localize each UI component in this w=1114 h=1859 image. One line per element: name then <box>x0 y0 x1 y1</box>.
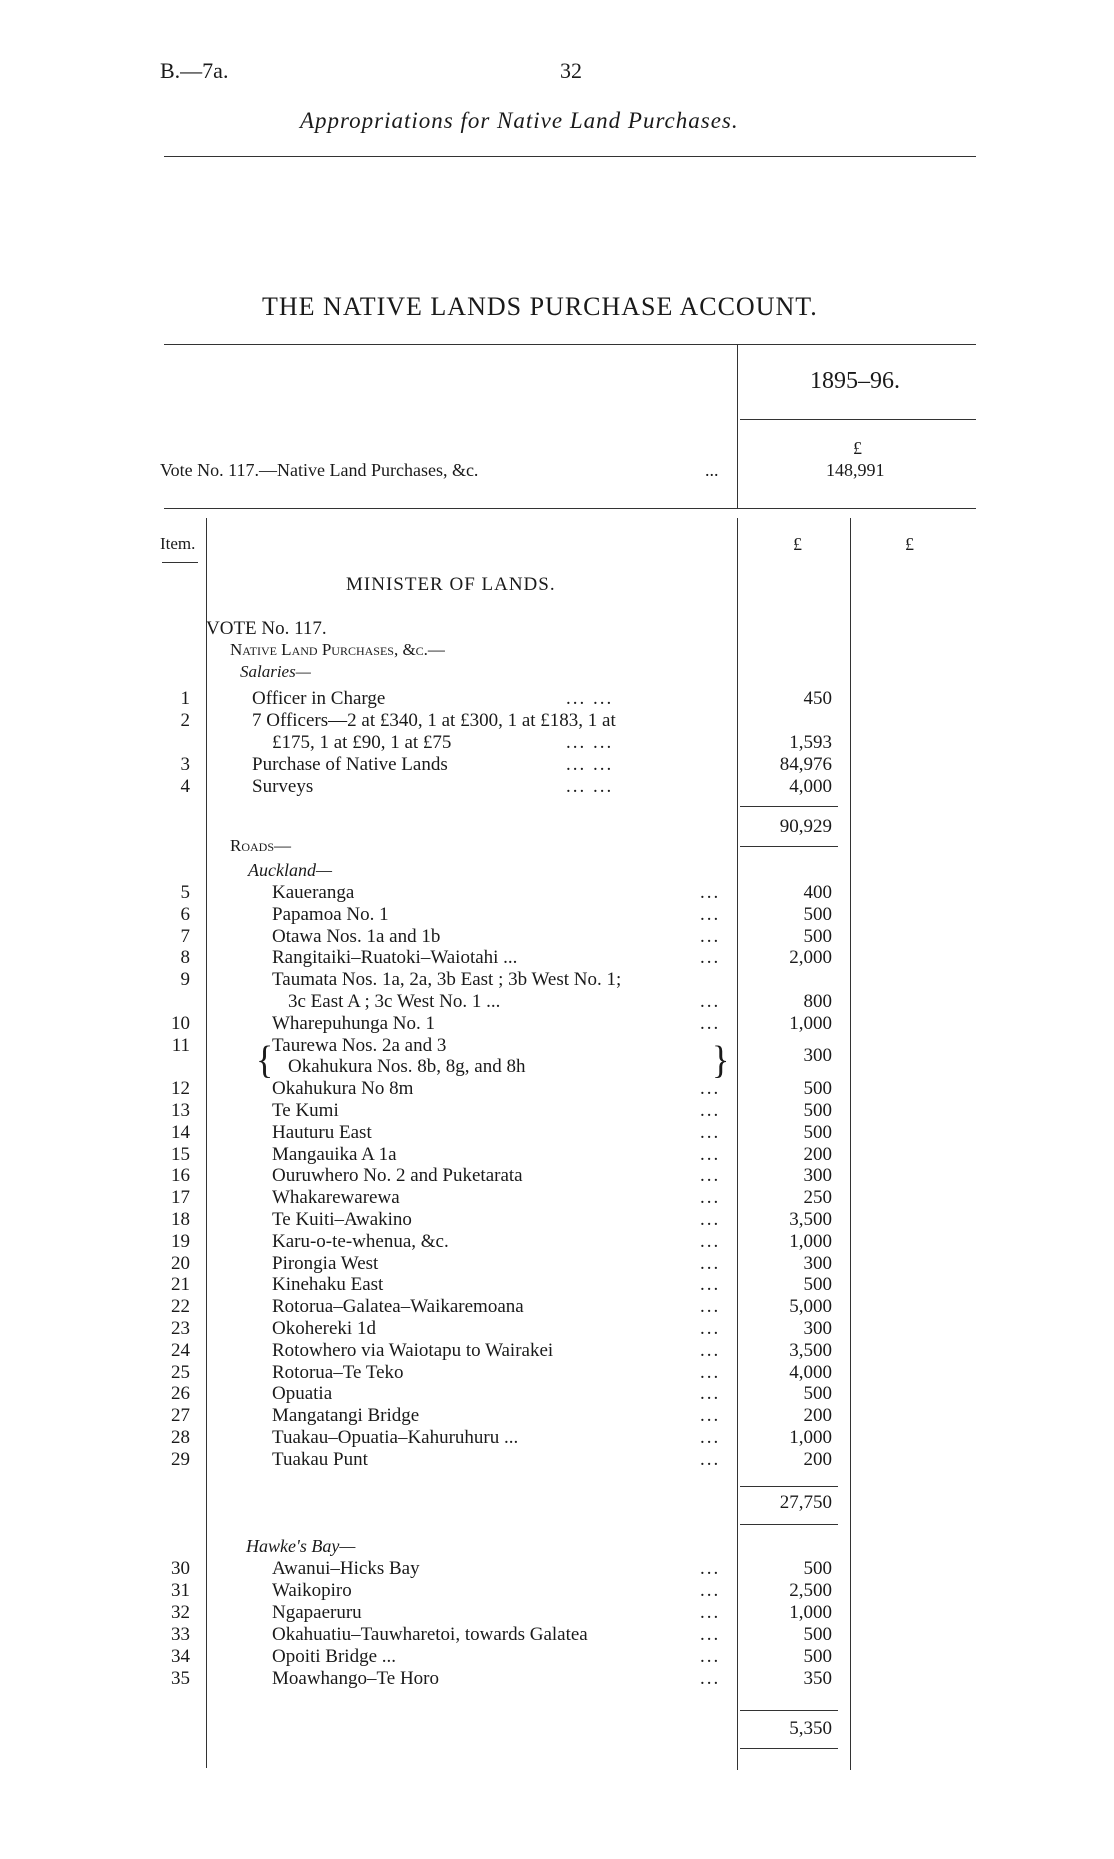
item-description: Officer in Charge <box>252 688 386 709</box>
item-value: 250 <box>803 1187 832 1209</box>
document-reference: B.—7a. <box>160 58 229 83</box>
leader-dots: ... <box>700 1668 721 1689</box>
leader-dots: ... <box>700 1383 721 1405</box>
leader-dots: ... <box>700 1187 721 1209</box>
leader-dots: ... <box>700 991 721 1012</box>
subtotal-rule <box>740 1486 838 1487</box>
item-value: 300 <box>803 1318 832 1339</box>
item-value: 4,000 <box>789 1361 832 1383</box>
item-value: 500 <box>803 1121 832 1143</box>
item-number: 33 <box>171 1624 190 1645</box>
item-value: 3,500 <box>789 1209 832 1230</box>
item-number: 12 <box>171 1078 190 1100</box>
item-description: Mangatangi Bridge <box>272 1405 420 1427</box>
vote-number: VOTE No. 117. <box>206 618 327 639</box>
table-row <box>0 1668 1114 1690</box>
table-row <box>0 1100 1114 1122</box>
item-column-header: Item. <box>160 534 196 553</box>
hawkes-bay-heading: Hawke's Bay— <box>246 1536 356 1556</box>
item-number: 30 <box>171 1558 190 1579</box>
leader-dots: ... <box>700 1646 721 1667</box>
minister-heading: MINISTER OF LANDS. <box>346 574 556 595</box>
auckland-subtotal: 27,750 <box>779 1492 832 1513</box>
table-row <box>0 991 1114 1013</box>
leader-dots: ... <box>700 1274 721 1296</box>
table-row <box>0 882 1114 904</box>
item-value: 500 <box>803 1383 832 1405</box>
item-value: 1,000 <box>789 1602 832 1623</box>
item-value: 200 <box>803 1448 832 1470</box>
leader-dots: ... ... <box>566 776 614 797</box>
item-description: Awanui–Hicks Bay <box>272 1558 420 1579</box>
subtotal-rule <box>740 1524 838 1525</box>
item-value: 500 <box>803 1624 832 1645</box>
fy-rule <box>740 419 976 420</box>
leader-dots: ... <box>700 1580 721 1601</box>
table-row <box>0 1405 1114 1427</box>
table-row <box>0 754 1114 776</box>
salaries-subtotal: 90,929 <box>779 816 832 837</box>
table-row <box>0 1231 1114 1253</box>
item-number: 22 <box>171 1296 190 1318</box>
subtotal-rule <box>740 1748 838 1749</box>
item-value: 500 <box>803 1558 832 1579</box>
leader-dots: ... <box>700 1361 721 1383</box>
subtotal-rule <box>740 846 838 847</box>
summary-divider <box>737 344 738 508</box>
leader-dots: ... <box>700 1318 721 1339</box>
leader-dots: ... <box>700 1252 721 1274</box>
item-value: 300 <box>803 1165 832 1187</box>
leader-dots: ... <box>700 1405 721 1427</box>
table-row <box>0 1013 1114 1035</box>
right-brace: } <box>712 1038 730 1082</box>
item-description: Taurewa Nos. 2a and 3 <box>272 1034 447 1056</box>
item-value: 800 <box>803 991 832 1012</box>
leader-dots: ... <box>700 1448 721 1470</box>
table-row <box>0 1274 1114 1296</box>
table-row <box>0 1449 1114 1471</box>
leader-dots: ... <box>700 1165 721 1187</box>
item-number: 35 <box>171 1668 190 1689</box>
item-value: 4,000 <box>789 776 832 797</box>
leader-dots: ... <box>700 925 721 947</box>
item-number: 2 <box>180 710 190 731</box>
table-row <box>0 1427 1114 1449</box>
item-description: Opuatia <box>272 1383 333 1405</box>
leader-dots: ... <box>700 1624 721 1645</box>
vote-summary-label: Vote No. 117.—Native Land Purchases, &c. <box>160 460 479 480</box>
item-number: 16 <box>171 1165 190 1187</box>
item-value: 500 <box>803 903 832 925</box>
item-description: Purchase of Native Lands <box>252 754 448 775</box>
leader-dots: ... <box>700 1296 721 1318</box>
item-number: 32 <box>171 1602 190 1623</box>
item-description: Pirongia West <box>272 1252 379 1274</box>
item-description: Tuakau Punt <box>272 1448 368 1470</box>
item-value: 300 <box>803 1044 832 1066</box>
table-row <box>0 904 1114 926</box>
item-number: 31 <box>171 1580 190 1601</box>
leader-dots: ... <box>700 1100 721 1121</box>
item-header-rule <box>162 562 198 563</box>
item-description: Whakarewarewa <box>272 1187 400 1209</box>
item-description: Okahuatiu–Tauwharetoi, towards Galatea <box>272 1624 588 1645</box>
table-row <box>0 1362 1114 1384</box>
item-description: Waikopiro <box>272 1580 352 1601</box>
native-land-purchases-heading: Native Land Purchases, &c.— <box>230 640 445 659</box>
summary-bottom-rule <box>164 508 976 509</box>
table-row <box>0 1383 1114 1405</box>
item-number: 17 <box>171 1187 190 1209</box>
item-description: Okohereki 1d <box>272 1318 376 1339</box>
header-rule <box>164 156 976 157</box>
item-value: 200 <box>803 1405 832 1427</box>
item-number: 8 <box>180 947 190 969</box>
leader-dots: ... <box>700 1427 721 1448</box>
leader-dots: ... <box>700 903 721 925</box>
item-value: 400 <box>803 882 832 903</box>
table-row <box>0 1340 1114 1362</box>
item-value: 500 <box>803 1646 832 1667</box>
table-row <box>0 1034 1114 1066</box>
item-description: Surveys <box>252 776 314 797</box>
leader-dots: ... <box>700 1121 721 1143</box>
item-value: 2,500 <box>789 1580 832 1601</box>
vote-summary-amount: 148,991 <box>826 460 885 480</box>
item-description: Papamoa No. 1 <box>272 903 389 925</box>
page-subtitle: Appropriations for Native Land Purchases. <box>300 108 739 133</box>
item-value: 1,593 <box>789 732 832 753</box>
item-value: 84,976 <box>779 754 832 775</box>
table-row <box>0 926 1114 948</box>
item-description: Mangauika A 1a <box>272 1143 397 1165</box>
item-description: Te Kumi <box>272 1100 339 1121</box>
table-row <box>0 1646 1114 1668</box>
item-number: 27 <box>171 1405 190 1427</box>
vote-summary-currency: £ <box>853 438 862 458</box>
leader-dots: ... <box>700 947 721 969</box>
currency-column-1: £ <box>793 534 802 554</box>
item-value: 500 <box>803 1100 832 1121</box>
item-number: 13 <box>171 1100 190 1121</box>
leader-dots: ... <box>700 1558 721 1579</box>
page-number: 32 <box>560 58 582 83</box>
leader-dots: ... <box>700 1143 721 1165</box>
item-number: 5 <box>180 882 190 903</box>
item-value: 1,000 <box>789 1012 832 1034</box>
currency-column-2: £ <box>905 534 914 554</box>
subtotal-rule <box>740 806 838 807</box>
item-description: Tuakau–Opuatia–Kahuruhuru ... <box>272 1427 519 1448</box>
item-description: £175, 1 at £90, 1 at £75 <box>272 732 452 753</box>
item-number: 25 <box>171 1361 190 1383</box>
item-number: 10 <box>171 1012 190 1034</box>
table-row <box>0 1056 1114 1078</box>
item-number: 9 <box>180 969 190 991</box>
table-row <box>0 1187 1114 1209</box>
table-row <box>0 1602 1114 1624</box>
leader-dots: ... <box>700 1209 721 1230</box>
roads-heading: Roads— <box>230 836 292 855</box>
item-number: 1 <box>180 688 190 709</box>
item-description: Wharepuhunga No. 1 <box>272 1012 436 1034</box>
item-description: Rotorua–Galatea–Waikaremoana <box>272 1296 524 1318</box>
table-row <box>0 1144 1114 1166</box>
item-description: Okahukura Nos. 8b, 8g, and 8h <box>288 1056 526 1078</box>
leader-dots: ... ... <box>566 688 614 709</box>
table-row <box>0 1558 1114 1580</box>
item-description: Kinehaku East <box>272 1274 384 1296</box>
financial-year: 1895–96. <box>810 368 900 394</box>
item-number: 15 <box>171 1143 190 1165</box>
item-value: 300 <box>803 1252 832 1274</box>
item-description: Kauerangа <box>272 882 355 903</box>
item-number: 7 <box>180 925 190 947</box>
item-description: Hauturu East <box>272 1121 372 1143</box>
table-row <box>0 732 1114 754</box>
item-description: Moawhango–Te Horo <box>272 1668 439 1689</box>
hawkes-bay-subtotal: 5,350 <box>789 1718 832 1739</box>
item-number: 11 <box>171 1034 190 1056</box>
item-number: 34 <box>171 1646 190 1667</box>
item-number: 6 <box>180 903 190 925</box>
leader-dots: ... <box>700 1339 721 1361</box>
item-description: Opoiti Bridge ... <box>272 1646 397 1667</box>
item-number: 26 <box>171 1383 190 1405</box>
salaries-heading: Salaries— <box>240 662 311 681</box>
item-description: Otawa Nos. 1a and 1b <box>272 925 441 947</box>
leader-dots: ... <box>700 1602 721 1623</box>
account-title: THE NATIVE LANDS PURCHASE ACCOUNT. <box>262 292 818 321</box>
item-number: 14 <box>171 1121 190 1143</box>
vote-summary-dots: ... <box>705 460 719 480</box>
table-row <box>0 688 1114 710</box>
item-description: Ouruwhero No. 2 and Puketarata <box>272 1165 523 1187</box>
leader-dots: ... ... <box>566 732 614 753</box>
table-row <box>0 1078 1114 1100</box>
item-number: 4 <box>180 776 190 797</box>
item-value: 450 <box>803 688 832 709</box>
item-description: Taumata Nos. 1a, 2a, 3b East ; 3b West No. 1; <box>272 969 622 991</box>
item-value: 500 <box>803 925 832 947</box>
leader-dots: ... <box>700 882 721 903</box>
item-value: 3,500 <box>789 1339 832 1361</box>
item-value: 500 <box>803 1078 832 1100</box>
item-number: 18 <box>171 1209 190 1230</box>
leader-dots: ... ... <box>566 754 614 775</box>
item-number: 23 <box>171 1318 190 1339</box>
item-number: 28 <box>171 1427 190 1448</box>
item-value: 1,000 <box>789 1230 832 1252</box>
item-description: Karu-o-te-whenua, &c. <box>272 1230 449 1252</box>
leader-dots: ... <box>700 1230 721 1252</box>
table-row <box>0 1253 1114 1275</box>
item-description: Te Kuiti–Awakino <box>272 1209 412 1230</box>
item-description: 3c East A ; 3c West No. 1 ... <box>288 991 501 1012</box>
item-description: Rotorua–Te Teko <box>272 1361 404 1383</box>
table-row <box>0 947 1114 969</box>
item-description: Okahukura No 8m <box>272 1078 414 1100</box>
item-description: 7 Officers—2 at £340, 1 at £300, 1 at £183, 1 at <box>252 710 616 731</box>
item-value: 1,000 <box>789 1427 832 1448</box>
table-row <box>0 969 1114 991</box>
item-number: 21 <box>171 1274 190 1296</box>
item-description: Ngapaeruru <box>272 1602 362 1623</box>
item-description: Rotowhero via Waiotapu to Wairakei <box>272 1339 554 1361</box>
table-row <box>0 710 1114 732</box>
table-row <box>0 1209 1114 1231</box>
item-value: 200 <box>803 1143 832 1165</box>
item-number: 29 <box>171 1448 190 1470</box>
auckland-heading: Auckland— <box>248 860 332 880</box>
table-row <box>0 1122 1114 1144</box>
table-top-rule <box>164 344 976 345</box>
item-value: 2,000 <box>789 947 832 969</box>
leader-dots: ... <box>700 1078 721 1100</box>
item-number: 20 <box>171 1252 190 1274</box>
item-value: 500 <box>803 1274 832 1296</box>
left-brace: { <box>256 1038 274 1082</box>
item-number: 24 <box>171 1339 190 1361</box>
table-row <box>0 1624 1114 1646</box>
table-row <box>0 1318 1114 1340</box>
item-number: 19 <box>171 1230 190 1252</box>
item-value: 350 <box>803 1668 832 1689</box>
table-row <box>0 776 1114 798</box>
table-row <box>0 1165 1114 1187</box>
item-value: 5,000 <box>789 1296 832 1318</box>
table-row <box>0 1580 1114 1602</box>
table-row <box>0 1296 1114 1318</box>
leader-dots: ... <box>700 1012 721 1034</box>
item-description: Rangitaiki–Ruatoki–Waiotahi ... <box>272 947 518 969</box>
subtotal-rule <box>740 1710 838 1711</box>
item-number: 3 <box>180 754 190 775</box>
